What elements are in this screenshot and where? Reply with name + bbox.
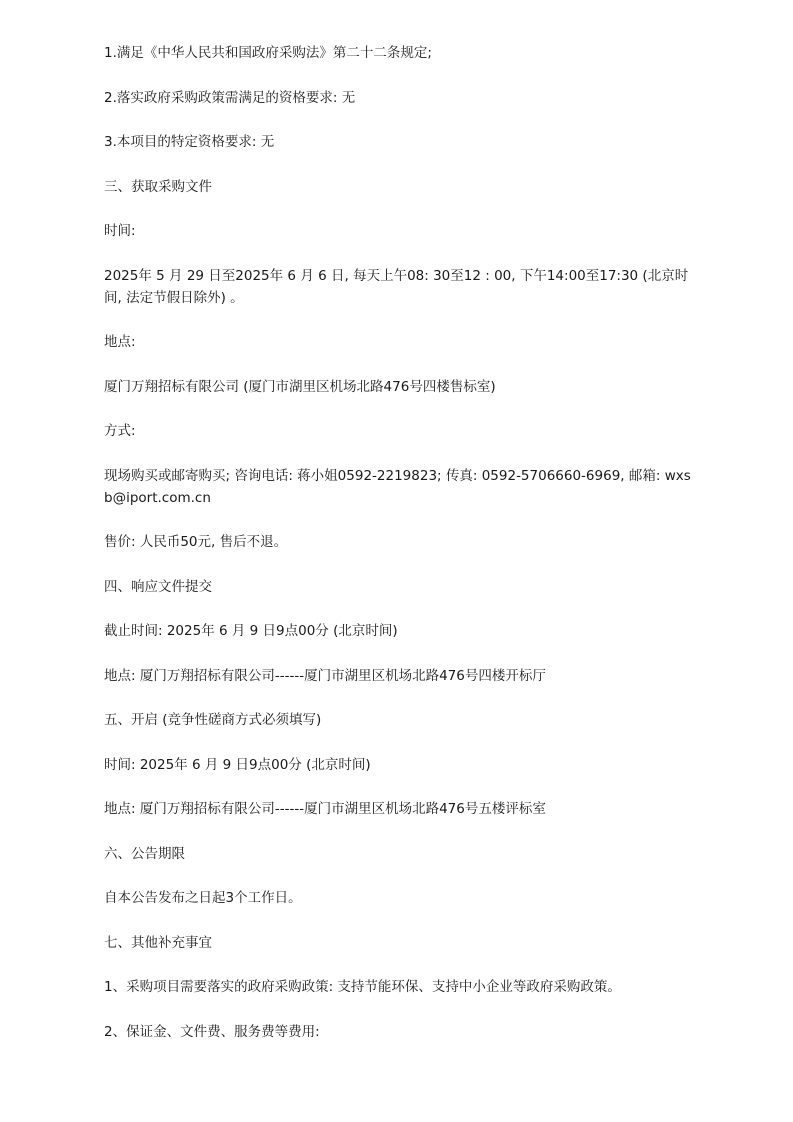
document-page <box>104 42 694 1065</box>
submission-deadline: 截止时间: 2025年 6 月 9 日9点00分 (北京时间) <box>104 623 398 639</box>
obtain-method-value: 现场购买或邮寄购买; 咨询电话: 蒋小姐0592-2219823; 传真: 0592-5706660-6969, 邮箱: wxsb@iport.com.cn <box>104 467 691 506</box>
opening-time: 时间: 2025年 6 月 9 日9点00分 (北京时间) <box>104 756 371 773</box>
qualification-item-3: 3.本项目的特定资格要求: 无 <box>104 134 275 150</box>
obtain-location-label: 地点: <box>104 334 136 350</box>
section-heading-other-matters: 七、其他补充事宜 <box>104 934 212 951</box>
submission-location: 地点: 厦门万翔招标有限公司------厦门市湖里区机场北路476号四楼开标厅 <box>104 667 546 684</box>
other-matter-2: 2、保证金、文件费、服务费等费用: <box>104 1023 320 1040</box>
other-matter-1: 1、采购项目需要落实的政府采购政策: 支持节能环保、支持中小企业等政府采购政策。 <box>104 979 621 995</box>
qualification-item-2: 2.落实政府采购政策需满足的资格要求: 无 <box>104 89 356 106</box>
obtain-method-label: 方式: <box>104 423 136 439</box>
qualification-item-1: 1.满足《中华人民共和国政府采购法》第二十二条规定; <box>104 45 432 61</box>
section-heading-notice-period: 六、公告期限 <box>104 845 185 862</box>
notice-period-value: 自本公告发布之日起3个工作日。 <box>104 890 302 906</box>
section-heading-opening: 五、开启 (竞争性磋商方式必须填写) <box>104 712 322 728</box>
opening-location: 地点: 厦门万翔招标有限公司------厦门市湖里区机场北路476号五楼评标室 <box>104 801 546 817</box>
obtain-time-value: 2025年 5 月 29 日至2025年 6 月 6 日, 每天上午08: 30至12 : 00, 下午14:00至17:30 (北京时间, 法定节假日除外) 。 <box>104 267 689 306</box>
section-heading-submission: 四、响应文件提交 <box>104 578 212 595</box>
obtain-time-label: 时间: <box>104 223 136 239</box>
price-line: 售价: 人民币50元, 售后不退。 <box>104 534 288 550</box>
obtain-location-value: 厦门万翔招标有限公司 (厦门市湖里区机场北路476号四楼售标室) <box>104 378 496 395</box>
section-heading-obtain-documents: 三、获取采购文件 <box>104 178 212 195</box>
